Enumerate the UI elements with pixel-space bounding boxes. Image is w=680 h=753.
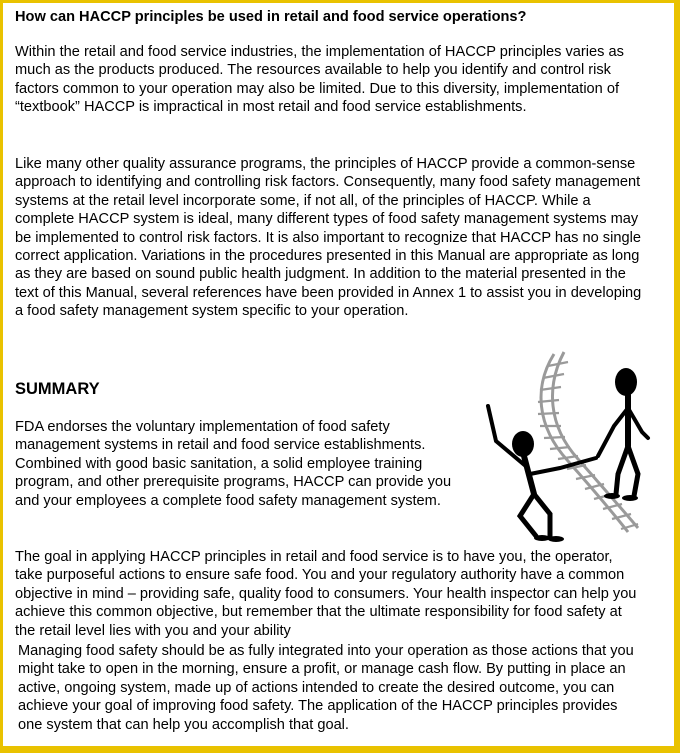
paragraph-quality-assurance: Like many other quality assurance programs, the principles of HACCP provide a common-sense approach to identifying and controlling risk factors. Consequently, many food safety management systems at the retail level incorporate some, if not all, of the principles of HACCP. While a complete HACCP system is ideal, many different types of food safety management systems may be implemented to control risk factors. It is also important to recognize that HACCP has no single correct application. Variations in the procedures presented in this Manual are appropriate as long as they are based on sound public health judgment. In addition to the material presented in the text of this Manual, several references have been provided in Annex 1 to assist you in developing a food safety management system specific to your operation.	[15, 156, 642, 320]
paragraph-goal: The goal in applying HACCP principles in retail and food service is to have you, the operator, take purposeful actions to ensure safe food. You and your regulatory authority have a common objective in mind – providing safe, quality food to consumers. Your health inspector can help you achieve this common objective, but remember that the ultimate responsibility for food safety at the retail level lies with you and your ability	[15, 549, 637, 639]
paragraph-implementation: Within the retail and food service industries, the implementation of HACCP principles varies as much as the products produced. The resources available to help you identify and control risk factors common to your operation may also be limited. Due to this diversity, implementation of “textbook” HACCP is impractical in most retail and food service establishments.	[15, 44, 624, 116]
document-page	[3, 3, 674, 746]
summary-heading: SUMMARY	[15, 380, 100, 398]
stick-figures-handshake-illustration	[478, 346, 668, 546]
section-heading: How can HACCP principles be used in retail and food service operations?	[15, 9, 527, 25]
paragraph-fda-endorses: FDA endorses the voluntary implementation of food safety management systems in retail and food service establishments. Combined with good basic sanitation, a solid employee training program, and other prerequisite programs, HACCP can provide you and your employees a complete food safety management system.	[15, 419, 452, 509]
right-stick-figure	[598, 368, 648, 501]
paragraph-managing-food-safety: Managing food safety should be as fully integrated into your operation as those actions that you might take to open in the morning, ensure a profit, or manage cash flow. By putting in place an active, ongoing system, made up of actions intended to create the desired outcome, you can achieve your goal of improving food safety. The application of the HACCP principles provides one system that can help you accomplish that goal.	[18, 643, 634, 733]
